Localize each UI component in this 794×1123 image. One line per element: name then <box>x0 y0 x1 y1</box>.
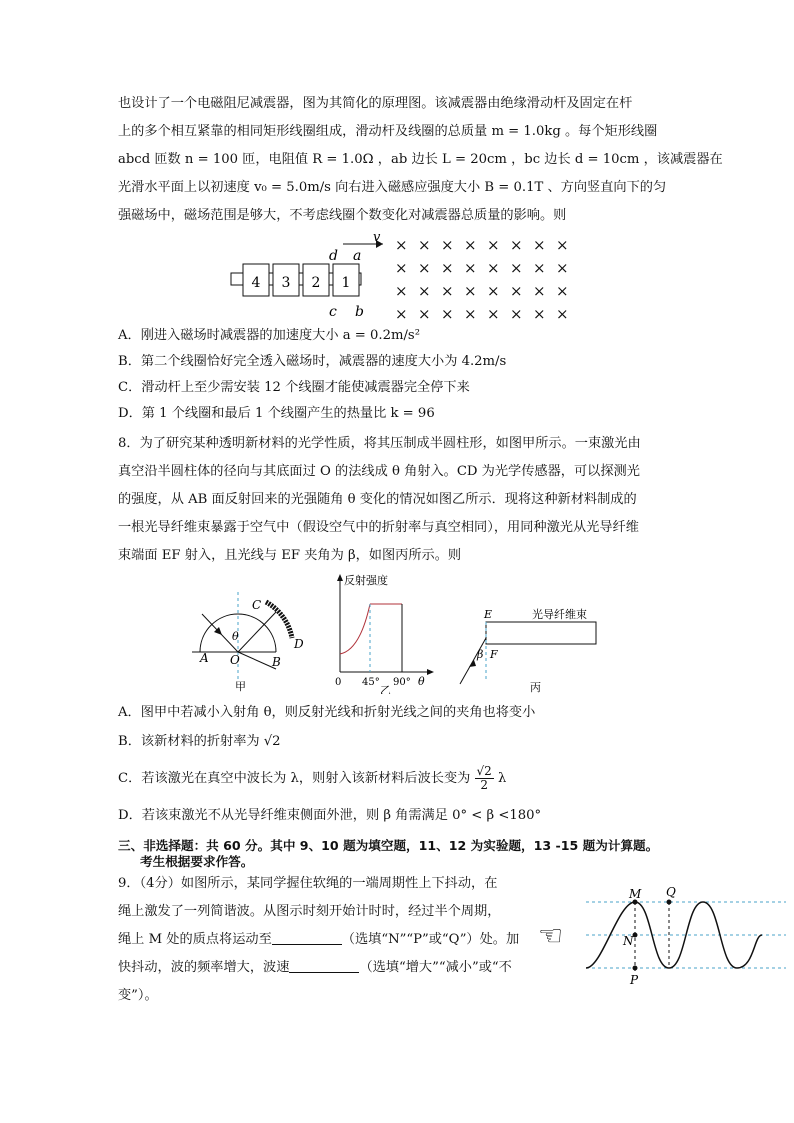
coil-3 <box>273 264 299 296</box>
svg-text:0: 0 <box>335 677 342 688</box>
field-cross: × <box>533 282 546 300</box>
field-cross: × <box>395 259 408 277</box>
coil-1 <box>333 264 359 296</box>
coil-4 <box>243 264 269 296</box>
field-cross: × <box>510 305 523 323</box>
field-cross: × <box>510 259 523 277</box>
q9-wave-figure <box>536 882 786 992</box>
q9-text-line-4: 快抖动，波的频率增大，波速 （选填“增大”“减小”或“不 <box>118 960 512 975</box>
label-a: a <box>353 248 362 264</box>
field-cross: × <box>441 236 454 254</box>
answer-blank-2[interactable] <box>289 958 359 973</box>
field-cross: × <box>556 305 569 323</box>
svg-text:甲: 甲 <box>235 680 246 693</box>
field-cross: × <box>533 259 546 277</box>
svg-text:D: D <box>294 637 304 651</box>
reflection-curve <box>340 604 370 654</box>
svg-text:P: P <box>630 973 639 987</box>
svg-text:β: β <box>477 648 484 661</box>
q7-option-a: A．刚进入磁场时减震器的加速度大小 a = 0.2m/s² <box>118 328 420 343</box>
q8-text-line-2: 真空沿半圆柱体的径向与其底面过 O 的法线成 θ 角射入。CD 为光学传感器，可以探测光 <box>118 464 640 479</box>
svg-text:θ: θ <box>232 630 239 643</box>
q8-text-line-5: 束端面 EF 射入，且光线与 EF 夹角为 β，如图丙所示。则 <box>118 548 462 563</box>
field-cross: × <box>510 282 523 300</box>
svg-text:A: A <box>200 651 209 665</box>
field-cross: × <box>441 282 454 300</box>
svg-text:M: M <box>629 887 642 901</box>
q7-text-line-2: 上的多个相互紧靠的相同矩形线圈组成，滑动杆及线圈的总质量 m = 1.0kg 。每个矩形线圈 <box>118 124 658 139</box>
fraction-sqrt2-over-2: $\frac{√2}{2}$ <box>476 764 492 792</box>
section-3-note: 考生根据要求作答。 <box>140 854 254 869</box>
q7-text-line-5: 强磁场中，磁场范围是够大，不考虑线圈个数变化对减震器总质量的影响。则 <box>118 208 567 223</box>
field-cross: × <box>418 282 431 300</box>
svg-text:45°: 45° <box>362 677 380 688</box>
q7-option-c: C．滑动杆上至少需安装 12 个线圈才能使减震器完全停下来 <box>118 380 470 395</box>
reflected-ray <box>238 652 276 669</box>
label-c: c <box>329 304 337 320</box>
svg-text:F: F <box>490 648 498 661</box>
q8-text-line-4: 一根光导纤维束暴露于空气中（假设空气中的折射率与真空相同），用同种激光从光导纤维 <box>118 520 639 535</box>
q8-option-a: A．图甲中若减小入射角 θ，则反射光线和折射光线之间的夹角也将变小 <box>118 705 536 720</box>
field-cross: × <box>395 236 408 254</box>
q9-text-line-3: 绳上 M 处的质点将运动至 （选填“N”“P”或“Q”）处。加 <box>118 932 520 947</box>
q7-text-line-4: 光滑水平面上以初速度 v₀ = 5.0m/s 向右进入磁感应强度大小 B = 0.1T 、方向竖直向下的匀 <box>118 180 667 195</box>
q8-text-line-1: 8．为了研究某种透明新材料的光学性质，将其压制成半圆柱形，如图甲所示。一束激光由 <box>118 436 641 451</box>
svg-text:4: 4 <box>251 275 261 291</box>
q8-text-line-3: 的强度，从 AB 面反射回来的光强随角 θ 变化的情况如图乙所示．现将这种新材料制成的 <box>118 492 637 507</box>
coil-2 <box>303 264 329 296</box>
svg-text:1: 1 <box>341 275 351 291</box>
q8-option-b: B．该新材料的折射率为 √2 <box>118 734 281 749</box>
q9-text-line-1: 9．（4分）如图所示，某同学握住软绳的一端周期性上下抖动，在 <box>118 876 498 891</box>
field-cross: × <box>556 282 569 300</box>
svg-text:θ: θ <box>418 675 425 688</box>
q7-option-b: B．第二个线圈恰好完全透入磁场时，减震器的速度大小为 4.2m/s <box>118 354 507 369</box>
label-b: b <box>355 304 364 320</box>
svg-text:B: B <box>272 655 281 669</box>
svg-text:C: C <box>252 598 262 612</box>
svg-text:反射强度: 反射强度 <box>344 574 388 587</box>
svg-text:3: 3 <box>281 275 291 291</box>
field-cross: × <box>510 236 523 254</box>
magnetic-field-crosses <box>395 236 569 323</box>
field-cross: × <box>464 259 477 277</box>
sensor-cd <box>266 602 292 638</box>
svg-text:光导纤维束: 光导纤维束 <box>532 608 587 621</box>
figure-jia <box>190 572 330 694</box>
fiber-bundle <box>486 622 596 644</box>
svg-text:N: N <box>623 934 634 948</box>
field-cross: × <box>487 305 500 323</box>
label-v: v <box>373 230 381 245</box>
svg-text:O: O <box>230 653 240 667</box>
field-cross: × <box>556 259 569 277</box>
svg-text:E: E <box>484 608 493 621</box>
label-d: d <box>329 248 338 264</box>
section-3-heading: 三、非选择题：共 60 分。其中 9、10 题为填空题，11、12 为实验题，13 -15 题为计算题。 <box>118 838 659 853</box>
svg-text:乙: 乙 <box>380 684 391 694</box>
q7-damper-figure <box>225 230 585 330</box>
q9-text-line-5: 变”）。 <box>118 988 158 1003</box>
field-cross: × <box>418 259 431 277</box>
svg-text:2: 2 <box>311 275 321 291</box>
field-cross: × <box>464 305 477 323</box>
field-cross: × <box>395 305 408 323</box>
q7-text-line-1: 也设计了一个电磁阻尼减震器，图为其简化的原理图。该减震器由绝缘滑动杆及固定在杆 <box>118 96 633 111</box>
q9-text-line-2: 绳上激发了一列简谐波。从图示时刻开始计时时，经过半个周期， <box>118 904 501 919</box>
q8-option-d: D．若该束激光不从光导纤维束侧面外泄，则 β 角需满足 0° < β <180° <box>118 808 542 823</box>
svg-text:90°: 90° <box>393 677 411 688</box>
q7-text-line-3: abcd 匝数 n = 100 匝，电阻值 R = 1.0Ω ，ab 边长 L = 20cm ，bc 边长 d = 10cm ，该减震器在 <box>118 152 723 167</box>
figure-bing <box>450 572 600 694</box>
field-cross: × <box>533 236 546 254</box>
field-cross: × <box>487 259 500 277</box>
field-cross: × <box>464 282 477 300</box>
field-cross: × <box>441 305 454 323</box>
field-cross: × <box>441 259 454 277</box>
field-cross: × <box>487 236 500 254</box>
field-cross: × <box>533 305 546 323</box>
incoming-beam <box>460 638 486 684</box>
field-cross: × <box>556 236 569 254</box>
svg-text:丙: 丙 <box>530 681 541 694</box>
field-cross: × <box>487 282 500 300</box>
sqrt2: √2 <box>263 734 281 749</box>
field-cross: × <box>395 282 408 300</box>
figure-yi <box>330 572 440 694</box>
answer-blank-1[interactable] <box>272 930 342 945</box>
hand-icon: ☜ <box>538 919 564 952</box>
field-cross: × <box>464 236 477 254</box>
field-cross: × <box>418 305 431 323</box>
svg-text:Q: Q <box>666 885 676 899</box>
q8-option-c: C．若该激光在真空中波长为 λ，则射入该新材料后波长变为 $\frac{√2}{2}$ λ <box>118 764 507 792</box>
q7-option-d: D．第 1 个线圈和最后 1 个线圈产生的热量比 k = 96 <box>118 406 435 421</box>
field-cross: × <box>418 236 431 254</box>
